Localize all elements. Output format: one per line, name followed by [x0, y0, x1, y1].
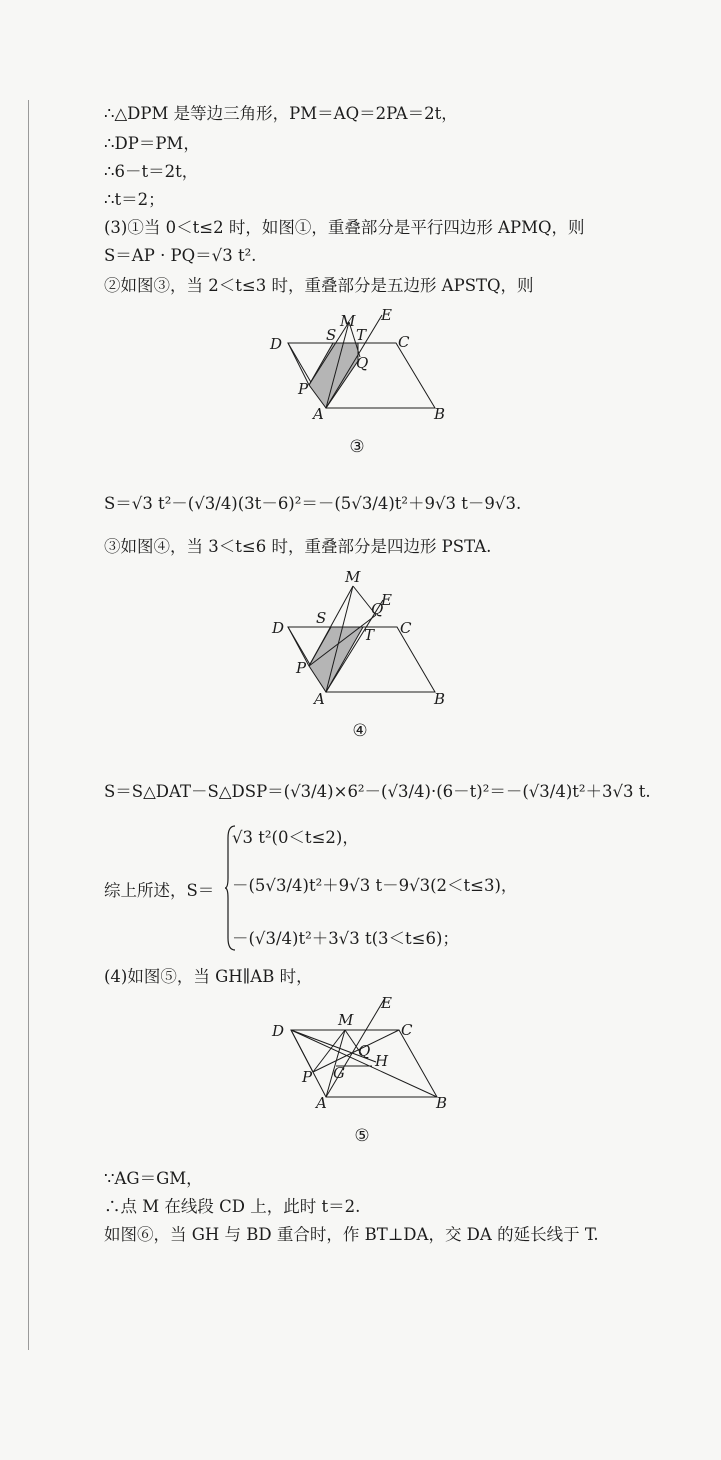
text-line-5: (3)①当 0＜t≤2 时，如图①，重叠部分是平行四边形 APMQ，则	[104, 218, 585, 237]
figure-4-caption: ④	[352, 721, 368, 741]
text-line-11: (4)如图⑤，当 GH∥AB 时，	[104, 967, 313, 986]
fig3-label-P: P	[298, 380, 309, 398]
fig5-label-C: C	[401, 1021, 413, 1039]
fig4-label-B: B	[434, 690, 446, 708]
fig5-label-B: B	[436, 1094, 448, 1112]
fig5-label-A: A	[316, 1094, 327, 1112]
fig5-label-H: H	[375, 1052, 389, 1070]
fig5-label-E: E	[381, 994, 392, 1012]
fig4-label-M: M	[345, 568, 361, 586]
fig4-label-C: C	[400, 619, 412, 637]
text-line-7: ②如图③，当 2＜t≤3 时，重叠部分是五边形 APSTQ，则	[104, 276, 534, 295]
text-line-9: ③如图④，当 3＜t≤6 时，重叠部分是四边形 PSTA.	[104, 537, 492, 556]
summary-prefix: 综上所述，S＝	[104, 881, 215, 900]
fig3-label-M: M	[340, 312, 356, 330]
fig3-label-S: S	[326, 326, 337, 344]
summary-case-2: －(5√3/4)t²＋9√3 t－9√3(2＜t≤3)，	[232, 876, 518, 895]
fig4-label-T: T	[364, 626, 375, 644]
summary-case-1: √3 t²(0＜t≤2)，	[232, 828, 359, 847]
fig5-label-P: P	[302, 1068, 313, 1086]
text-line-6: S＝AP · PQ＝√3 t².	[104, 246, 257, 265]
fig3-label-T: T	[356, 326, 367, 344]
fig3-label-D: D	[270, 335, 283, 353]
summary-case-3: －(√3/4)t²＋3√3 t(3＜t≤6)；	[232, 929, 459, 948]
fig5-label-G: G	[333, 1064, 345, 1082]
figure-3-caption: ③	[349, 437, 365, 457]
fig4-label-A: A	[314, 690, 325, 708]
text-line-12: ∵AG＝GM，	[104, 1169, 203, 1188]
fig3-label-E: E	[381, 306, 392, 324]
fig4-label-E: E	[381, 591, 392, 609]
fig5-label-Q: Q	[358, 1042, 371, 1060]
fig4-label-D: D	[272, 619, 285, 637]
figure-5-caption: ⑤	[354, 1126, 370, 1146]
text-line-1: ∴△DPM 是等边三角形，PM＝AQ＝2PA＝2t，	[104, 104, 458, 123]
text-line-10: S＝S△DAT－S△DSP＝(√3/4)×6²－(√3/4)·(6－t)²＝－(√3/4)t²＋3√3 t.	[104, 782, 651, 801]
text-line-13: ∴点 M 在线段 CD 上，此时 t＝2.	[104, 1197, 361, 1216]
fig3-label-Q: Q	[356, 354, 369, 372]
text-line-4: ∴t＝2；	[104, 190, 165, 209]
text-line-8: S＝√3 t²－(√3/4)(3t－6)²＝－(5√3/4)t²＋9√3 t－9√3.	[104, 494, 522, 513]
text-line-3: ∴6－t＝2t，	[104, 162, 199, 181]
fig4-label-P: P	[296, 659, 307, 677]
fig5-label-D: D	[272, 1022, 285, 1040]
text-line-2: ∴DP＝PM，	[104, 134, 200, 153]
fig5-label-M: M	[338, 1011, 354, 1029]
fig3-label-C: C	[398, 333, 410, 351]
fig3-label-B: B	[434, 405, 446, 423]
fig4-label-S: S	[316, 609, 327, 627]
text-line-14: 如图⑥，当 GH 与 BD 重合时，作 BT⊥DA，交 DA 的延长线于 T.	[104, 1225, 599, 1244]
fig3-label-A: A	[313, 405, 324, 423]
fig4-label-Q: Q	[371, 600, 384, 618]
